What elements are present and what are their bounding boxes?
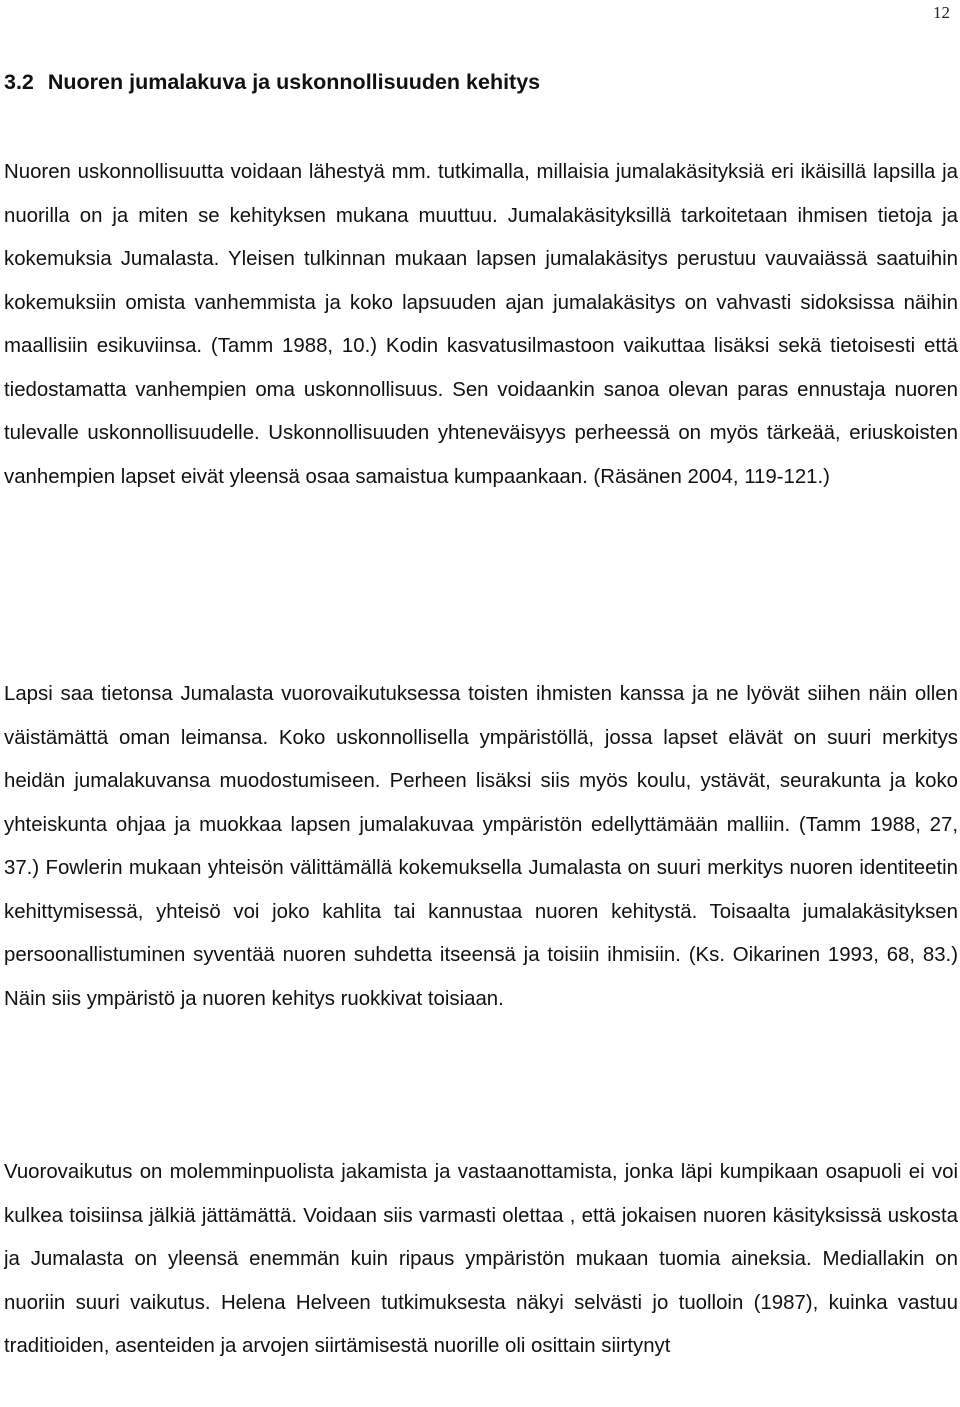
section-title: Nuoren jumalakuva ja uskonnollisuuden kehitys xyxy=(47,70,541,94)
page-number: 12 xyxy=(933,3,950,22)
section-heading xyxy=(4,70,540,95)
body-paragraph: Vuorovaikutus on molemminpuolista jakamista ja vastaanottamista, jonka läpi kumpikaan osapuoli ei voi kulkea toisiinsa jälkiä jättämättä. Voidaan siis varmasti olettaa , että jokaisen nuoren käsityksissä uskosta ja Jumalasta on yleensä enemmän kuin ripaus ympäristön mukaan tuomia aineksia. Mediallakin on nuoriin suuri vaikutus. Helena Helveen tutkimuksesta näkyi selvästi jo tuolloin (1987), kuinka vastuu traditioiden, asenteiden ja arvojen siirtämisestä nuorille oli osittain siirtynyt xyxy=(4,1161,958,1357)
body-paragraph: Nuoren uskonnollisuutta voidaan lähestyä mm. tutkimalla, millaisia jumalakäsityksiä eri ikäisillä lapsilla ja nuorilla on ja miten se kehityksen mukana muuttuu. Jumalakäsityksillä tarkoitetaan ihmisen tietoja ja kokemuksia Jumalasta. Yleisen tulkinnan mukaan lapsen jumalakäsitys perustuu vauvaiässä saatuihin kokemuksiin omista vanhemmista ja koko lapsuuden ajan jumalakäsitys on vahvasti sidoksissa näihin maallisiin esikuviinsa. (Tamm 1988, 10.) Kodin kasvatusilmastoon vaikuttaa lisäksi sekä tietoisesti että tiedostamatta vanhempien oma uskonnollisuus. Sen voidaankin sanoa olevan paras ennustaja nuoren tulevalle uskonnollisuudelle. Uskonnollisuuden yhteneväisyys perheessä on myös tärkeää, eriuskoisten vanhempien lapset eivät yleensä osaa samaistua kumpaankaan. (Räsänen 2004, 119-121.) xyxy=(4,161,958,488)
section-number: 3.2 xyxy=(4,70,34,94)
body-paragraph: Lapsi saa tietonsa Jumalasta vuorovaikutuksessa toisten ihmisten kanssa ja ne lyövät siihen näin ollen väistämättä oman leimansa. Koko uskonnollisella ympäristöllä, jossa lapset elävät on suuri merkitys heidän jumalakuvansa muodostumiseen. Perheen lisäksi siis myös koulu, ystävät, seurakunta ja koko yhteiskunta ohjaa ja muokkaa lapsen jumalakuvaa ympäristön edellyttämään malliin. (Tamm 1988, 27, 37.) Fowlerin mukaan yhteisön välittämällä kokemuksella Jumalasta on suuri merkitys nuoren identiteetin kehittymisessä, yhteisö voi joko kahlita tai kannustaa nuoren kehitystä. Toisaalta jumalakäsityksen persoonallistuminen syventää nuoren suhdetta itseensä ja toisiin ihmisiin. (Ks. Oikarinen 1993, 68, 83.) Näin siis ympäristö ja nuoren kehitys ruokkivat toisiaan. xyxy=(4,683,958,1010)
